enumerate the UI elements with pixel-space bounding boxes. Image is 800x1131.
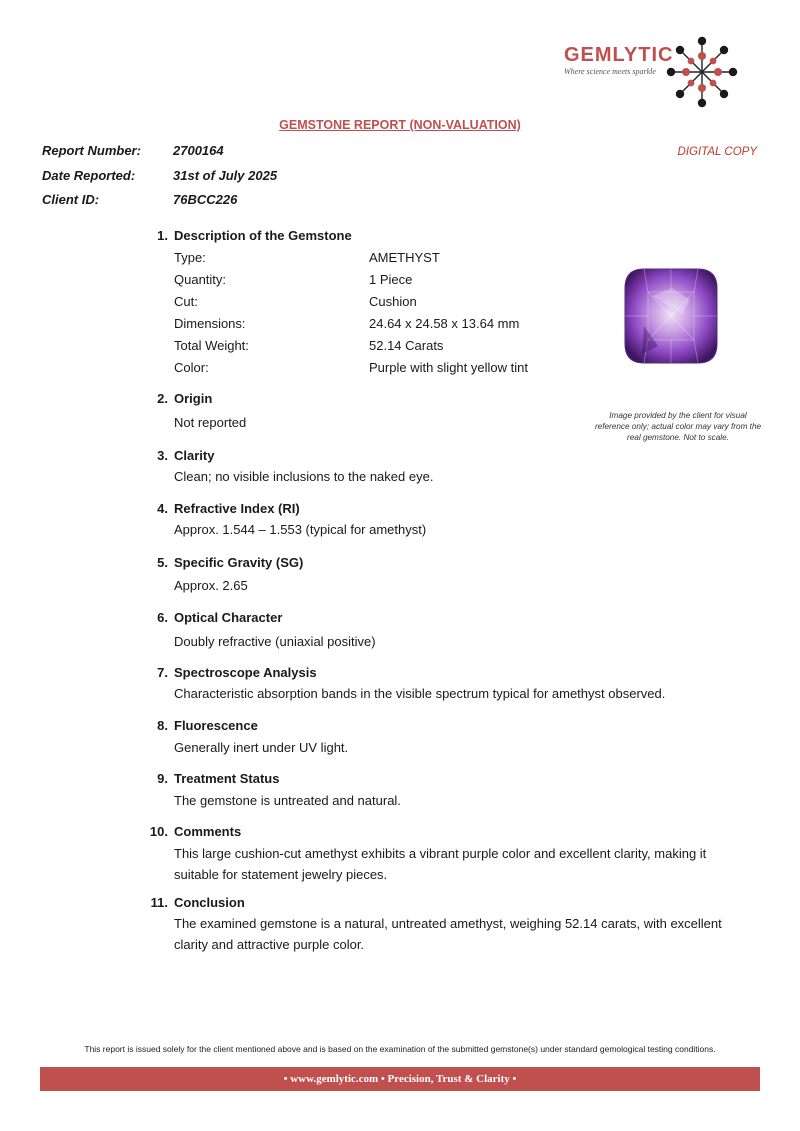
section-title-optical-character: Optical Character	[174, 610, 283, 625]
meta-value: 31st of July 2025	[173, 168, 278, 183]
section-title-conclusion: Conclusion	[174, 895, 245, 910]
desc-key: Type:	[174, 250, 206, 265]
section-title-specific-gravity: Specific Gravity (SG)	[174, 555, 304, 570]
section-number: 5.	[157, 555, 168, 570]
section-number: 3.	[157, 448, 168, 463]
section-body-treatment-status: The gemstone is untreated and natural.	[174, 793, 401, 808]
section-title-fluorescence: Fluorescence	[174, 718, 258, 733]
desc-value: AMETHYST	[369, 250, 440, 265]
section-body-comments: This large cushion-cut amethyst exhibits a vibrant purple color and excellent clarity, making it suitable for statement jewelry pieces.	[174, 846, 707, 882]
section-title-spectroscope-analysis: Spectroscope Analysis	[174, 665, 317, 680]
desc-key: Cut:	[174, 294, 198, 309]
section-title-comments: Comments	[174, 824, 242, 839]
section-number: 8.	[157, 718, 168, 733]
desc-key: Total Weight:	[174, 338, 249, 353]
molecule-logo-icon	[666, 36, 738, 108]
desc-value: 1 Piece	[369, 272, 413, 287]
meta-label: Report Number:	[42, 143, 141, 158]
desc-key: Dimensions:	[174, 316, 246, 331]
meta-value: 76BCC226	[173, 192, 238, 207]
section-title-origin: Origin	[174, 391, 213, 406]
section-title-refractive-index: Refractive Index (RI)	[174, 501, 300, 516]
section-number: 9.	[157, 771, 168, 786]
section-number: 7.	[157, 665, 168, 680]
report-title: GEMSTONE REPORT (NON-VALUATION)	[279, 118, 521, 132]
footer-bar: • www.gemlytic.com • Precision, Trust & Clarity •	[40, 1067, 760, 1091]
section-body-spectroscope-analysis: Characteristic absorption bands in the visible spectrum typical for amethyst observed.	[174, 686, 666, 701]
section-number: 4.	[157, 501, 168, 516]
section-body-specific-gravity: Approx. 2.65	[174, 578, 248, 593]
footer-disclaimer: This report is issued solely for the client mentioned above and is based on the examination of the submitted gemstone(s) under standard gemological testing conditions.	[84, 1044, 716, 1054]
section-number: 2.	[157, 391, 168, 406]
brand-tagline: Where science meets sparkle	[564, 67, 656, 76]
brand-name: GEMLYTIC	[564, 44, 674, 66]
section-body-refractive-index: Approx. 1.544 – 1.553 (typical for amethyst)	[174, 522, 427, 537]
meta-label: Date Reported:	[42, 168, 136, 183]
meta-label: Client ID:	[42, 192, 100, 207]
section-number: 6.	[157, 610, 168, 625]
section-title-description: Description of the Gemstone	[174, 228, 352, 243]
section-body-clarity: Clean; no visible inclusions to the naked eye.	[174, 469, 434, 484]
section-number: 11.	[150, 895, 168, 910]
amethyst-gem-image	[622, 266, 720, 366]
desc-value: Cushion	[369, 294, 417, 309]
desc-value: Purple with slight yellow tint	[369, 360, 528, 375]
digital-copy-label: DIGITAL COPY	[677, 146, 757, 158]
section-body-optical-character: Doubly refractive (uniaxial positive)	[174, 634, 376, 649]
desc-key: Quantity:	[174, 272, 227, 287]
section-body-conclusion: The examined gemstone is a natural, untreated amethyst, weighing 52.14 carats, with excellent clarity and attractive purple color.	[174, 916, 722, 952]
section-number: 10.	[149, 824, 168, 839]
desc-key: Color:	[174, 360, 209, 375]
meta-value: 2700164	[173, 143, 224, 158]
desc-value: 52.14 Carats	[369, 338, 444, 353]
image-caption: Image provided by the client for visual reference only; actual color may vary from the real gemstone. Not to scale.	[594, 411, 762, 442]
desc-value: 24.64 x 24.58 x 13.64 mm	[369, 316, 520, 331]
section-body-fluorescence: Generally inert under UV light.	[174, 740, 349, 755]
section-number: 1.	[157, 228, 168, 243]
section-title-clarity: Clarity	[174, 448, 215, 463]
section-title-treatment-status: Treatment Status	[174, 771, 280, 786]
section-body-origin: Not reported	[174, 415, 247, 430]
brand-logo	[560, 36, 740, 108]
